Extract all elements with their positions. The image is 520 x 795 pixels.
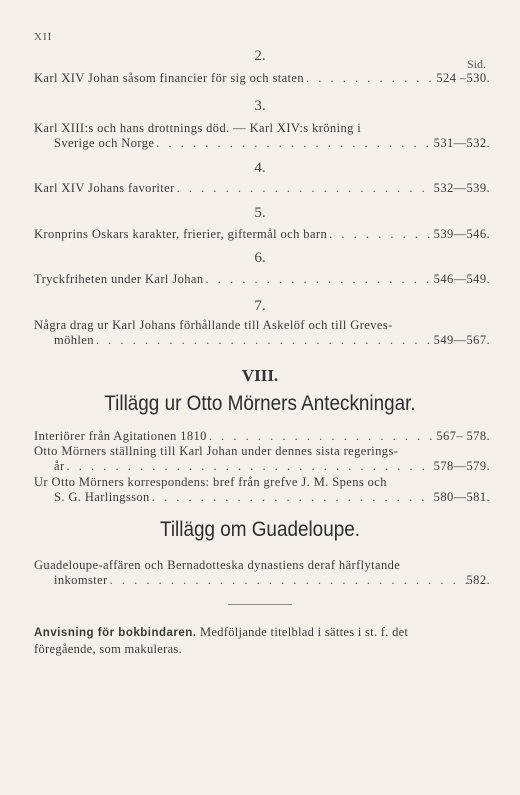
chapter-number: 4. (254, 160, 266, 176)
toc-entry (34, 121, 490, 151)
entry-title-continuation: Sverige och Norge (54, 136, 155, 150)
toc-entry (34, 227, 490, 242)
divider-rule (228, 604, 292, 605)
entry-pages: 546—549. (433, 272, 490, 286)
entry-title: Karl XIV Johan såsom financier för sig och staten (34, 71, 304, 85)
leader-dots (327, 227, 434, 242)
leader-dots (65, 459, 434, 474)
entry-pages: 532—539. (433, 181, 490, 195)
chapter-number: 5. (254, 205, 266, 221)
chapter-number: 7. (254, 298, 266, 314)
toc-entry (34, 181, 490, 196)
entry-pages: 580—581. (433, 490, 490, 504)
section-heading: Tillägg om Guadeloupe. (160, 518, 360, 541)
leader-dots (203, 272, 433, 287)
entry-title-line: Otto Mörners ställning till Karl Johan under dennes sista regerings- (34, 444, 399, 458)
leader-dots (154, 136, 433, 151)
entry-pages: 578—579. (433, 459, 490, 473)
chapter-number: 6. (254, 250, 266, 266)
column-label: Sid. (466, 57, 486, 71)
entry-title: Karl XIV Johans favoriter (34, 181, 175, 195)
entry-title-continuation: S. G. Harlingsson (54, 490, 150, 504)
toc-entry (34, 444, 490, 474)
toc-entry (34, 558, 490, 588)
entry-pages: 582. (466, 573, 490, 587)
entry-title: Interiörer från Agitationen 1810 (34, 429, 207, 443)
chapter-number: 3. (254, 98, 266, 114)
leader-dots (108, 573, 467, 588)
entry-title: Tryckfriheten under Karl Johan (34, 272, 204, 286)
chapter-number: 2. (254, 48, 266, 64)
toc-entry (34, 318, 490, 348)
binder-note-text: Medföljande titelblad i sättes i st. f. det (199, 625, 409, 639)
binder-note (34, 624, 490, 657)
leader-dots (150, 490, 434, 505)
leader-dots (94, 333, 434, 348)
leader-dots (207, 429, 437, 444)
toc-entry (34, 475, 490, 505)
entry-title-continuation: inkomster (54, 573, 108, 587)
entry-title-line: Några drag ur Karl Johans förhållande till Askelöf och till Greves- (34, 318, 393, 332)
leader-dots (304, 71, 436, 86)
toc-entry (34, 272, 490, 287)
binder-note-label: Anvisning för bokbindaren. (34, 627, 197, 639)
leader-dots (175, 181, 434, 196)
binder-note-text-continuation: föregående, som makuleras. (34, 642, 183, 656)
entry-title-line: Ur Otto Mörners korrespondens: bref från grefve J. M. Spens och (34, 475, 387, 489)
entry-title-line: Guadeloupe-affären och Bernadotteska dynastiens deraf härflytande (34, 558, 401, 572)
entry-title-continuation: år (54, 459, 65, 473)
section-heading: Tillägg ur Otto Mörners Anteckningar. (104, 392, 416, 415)
toc-entry (34, 429, 490, 444)
toc-entry (34, 71, 490, 86)
entry-title: Kronprins Oskars karakter, frierier, giftermål och barn (34, 227, 328, 241)
entry-pages: 531—532. (433, 136, 490, 150)
entry-pages: 524 –530. (436, 71, 490, 85)
entry-title-line: Karl XIII:s och hans drottnings död. — Karl XIV:s kröning i (34, 121, 362, 135)
page-number: XII (34, 31, 53, 43)
entry-pages: 549—567. (433, 333, 490, 347)
entry-pages: 539—546. (433, 227, 490, 241)
entry-title-continuation: möhlen (54, 333, 94, 347)
entry-pages: 567– 578. (436, 429, 490, 443)
section-roman-numeral: VIII. (241, 366, 279, 385)
